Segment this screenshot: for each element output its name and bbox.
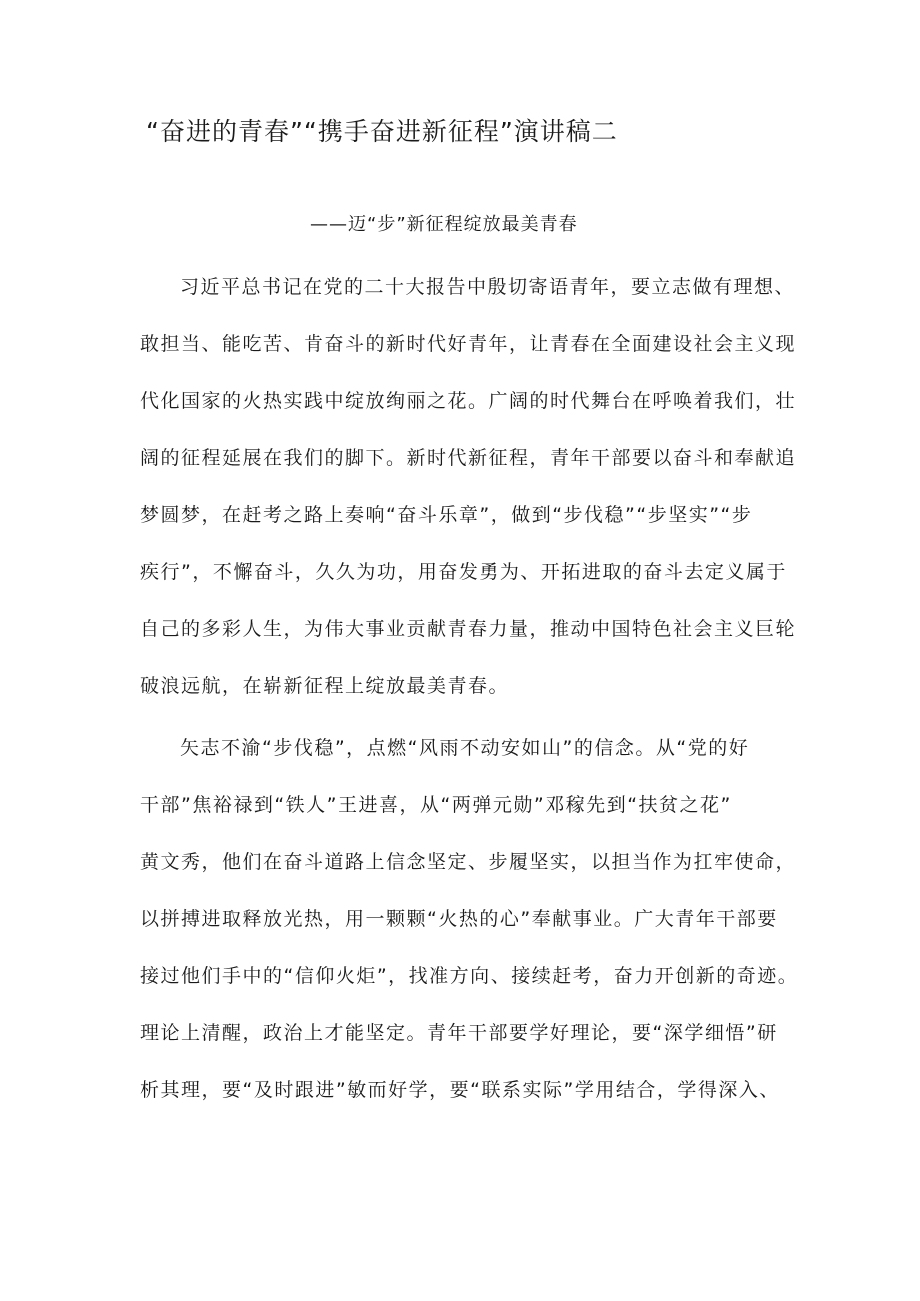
paragraph-line: 习近平总书记在党的二十大报告中殷切寄语青年，要立志做有理想、 <box>180 276 796 298</box>
paragraph-line: 敢担当、能吃苦、肯奋斗的新时代好青年，让青春在全面建设社会主义现 <box>140 333 797 355</box>
document-subtitle: ——迈“步”新征程绽放最美青春 <box>310 214 578 235</box>
paragraph-line: 矢志不渝“步伐稳”，点燃“风雨不动安如山”的信念。从“党的好 <box>180 737 750 759</box>
paragraph-line: 阔的征程延展在我们的脚下。新时代新征程，青年干部要以奋斗和奉献追 <box>140 447 797 469</box>
document-title: “奋进的青春”“携手奋进新征程”演讲稿二 <box>146 117 618 146</box>
paragraph-line: 代化国家的火热实践中绽放绚丽之花。广阔的时代舞台在呼唤着我们，壮 <box>140 390 797 412</box>
paragraph-line: 梦圆梦，在赶考之路上奏响“奋斗乐章”，做到“步伐稳”“步坚实”“步 <box>140 504 753 526</box>
paragraph-line: 自己的多彩人生，为伟大事业贡献青春力量，推动中国特色社会主义巨轮 <box>140 618 797 640</box>
paragraph-line: 接过他们手中的“信仰火炬”，找准方向、接续赶考，奋力开创新的奇迹。 <box>140 965 799 987</box>
paragraph-line: 干部”焦裕禄到“铁人”王进喜，从“两弹元勋”邓稼先到“扶贫之花” <box>140 794 732 816</box>
paragraph-line: 疾行”，不懈奋斗，久久为功，用奋发勇为、开拓进取的奋斗去定义属于 <box>140 561 787 583</box>
paragraph-line: 析其理，要“及时跟进”敏而好学，要“联系实际”学用结合，学得深入、 <box>140 1079 780 1101</box>
paragraph-line: 理论上清醒，政治上才能坚定。青年干部要学好理论，要“深学细悟”研 <box>140 1022 778 1044</box>
paragraph-line: 黄文秀，他们在奋斗道路上信念坚定、步履坚实，以担当作为扛牢使命， <box>140 851 797 873</box>
paragraph-line: 破浪远航，在崭新征程上绽放最美青春。 <box>140 675 510 697</box>
paragraph-line: 以拼搏进取释放光热，用一颗颗“火热的心”奉献事业。广大青年干部要 <box>140 908 778 930</box>
